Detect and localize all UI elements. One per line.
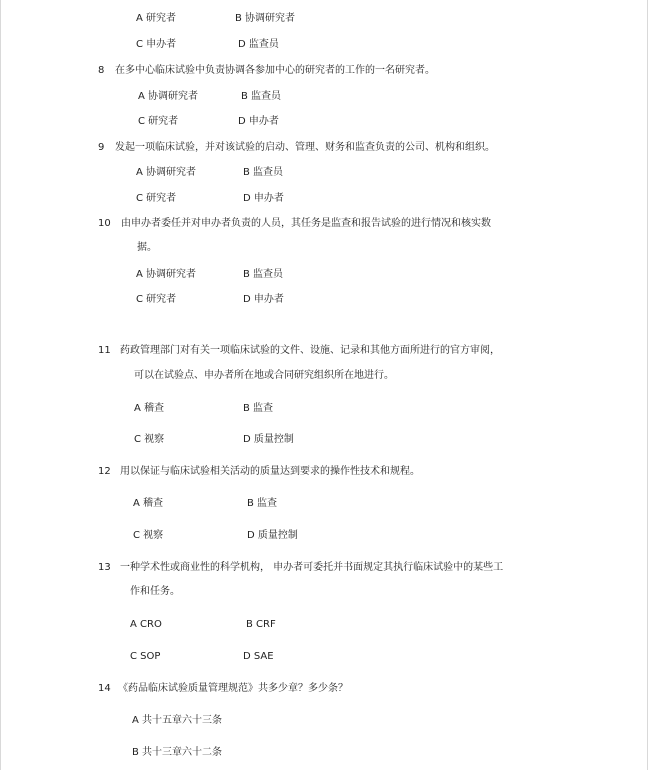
q9-option-d: D 申办者: [243, 193, 284, 204]
q13-text-line1: 一种学术性或商业性的科学机构， 申办者可委托并书面规定其执行临床试验中的某些工: [120, 562, 504, 573]
q10-text-line1: 由申办者委任并对申办者负责的人员，其任务是监查和报告试验的进行情况和核实数: [121, 218, 491, 229]
page-right-border: [647, 0, 648, 770]
q11-number: 11: [98, 345, 111, 356]
q10-option-d: D 申办者: [243, 294, 284, 305]
q8-option-b: B 监查员: [241, 91, 282, 102]
q13-option-c: C SOP: [130, 651, 161, 662]
q7-option-a: A 研究者: [136, 13, 177, 24]
q14-number: 14: [98, 683, 111, 694]
q13-number: 13: [98, 562, 111, 573]
q12-option-c: C 视察: [133, 530, 164, 541]
q13-text-line2: 作和任务。: [130, 586, 180, 597]
q7-option-b: B 协调研究者: [235, 13, 296, 24]
q9-option-c: C 研究者: [136, 193, 177, 204]
q13-option-d: D SAE: [243, 651, 274, 662]
q8-text: 在多中心临床试验中负责协调各参加中心的研究者的工作的一名研究者。: [115, 65, 435, 76]
q9-option-a: A 协调研究者: [136, 167, 197, 178]
q9-option-b: B 监查员: [243, 167, 284, 178]
q10-option-b: B 监查员: [243, 269, 284, 280]
q14-option-b: B 共十三章六十二条: [132, 747, 223, 758]
q7-option-d: D 监查员: [238, 39, 279, 50]
q11-option-c: C 视察: [134, 434, 165, 445]
q13-option-b: B CRF: [246, 619, 276, 630]
q8-option-a: A 协调研究者: [138, 91, 199, 102]
q11-text-line2: 可以在试验点、申办者所在地或合同研究组织所在地进行。: [134, 370, 394, 381]
q11-option-a: A 稽查: [134, 403, 165, 414]
q10-number: 10: [98, 218, 111, 229]
q10-option-c: C 研究者: [136, 294, 177, 305]
q10-option-a: A 协调研究者: [136, 269, 197, 280]
q8-number: 8: [98, 65, 105, 76]
q13-option-a: A CRO: [130, 619, 162, 630]
q8-option-c: C 研究者: [138, 116, 179, 127]
q11-option-b: B 监查: [243, 403, 274, 414]
q12-option-d: D 质量控制: [247, 530, 298, 541]
q12-number: 12: [98, 466, 111, 477]
q12-option-b: B 监查: [247, 498, 278, 509]
q14-text: 《药品临床试验质量管理规范》共多少章？多少条？: [118, 683, 348, 694]
page-left-border: [0, 0, 1, 770]
q9-number: 9: [98, 142, 105, 153]
q14-option-a: A 共十五章六十三条: [132, 715, 223, 726]
q12-option-a: A 稽查: [133, 498, 164, 509]
q8-option-d: D 申办者: [238, 116, 279, 127]
q10-text-line2: 据。: [137, 242, 157, 253]
q11-text-line1: 药政管理部门对有关一项临床试验的文件、设施、记录和其他方面所进行的官方审阅，: [120, 345, 500, 356]
q7-option-c: C 申办者: [136, 39, 177, 50]
q11-option-d: D 质量控制: [243, 434, 294, 445]
q9-text: 发起一项临床试验，并对该试验的启动、管理、财务和监查负责的公司、机构和组织。: [115, 142, 495, 153]
q12-text: 用以保证与临床试验相关活动的质量达到要求的操作性技术和规程。: [120, 466, 420, 477]
